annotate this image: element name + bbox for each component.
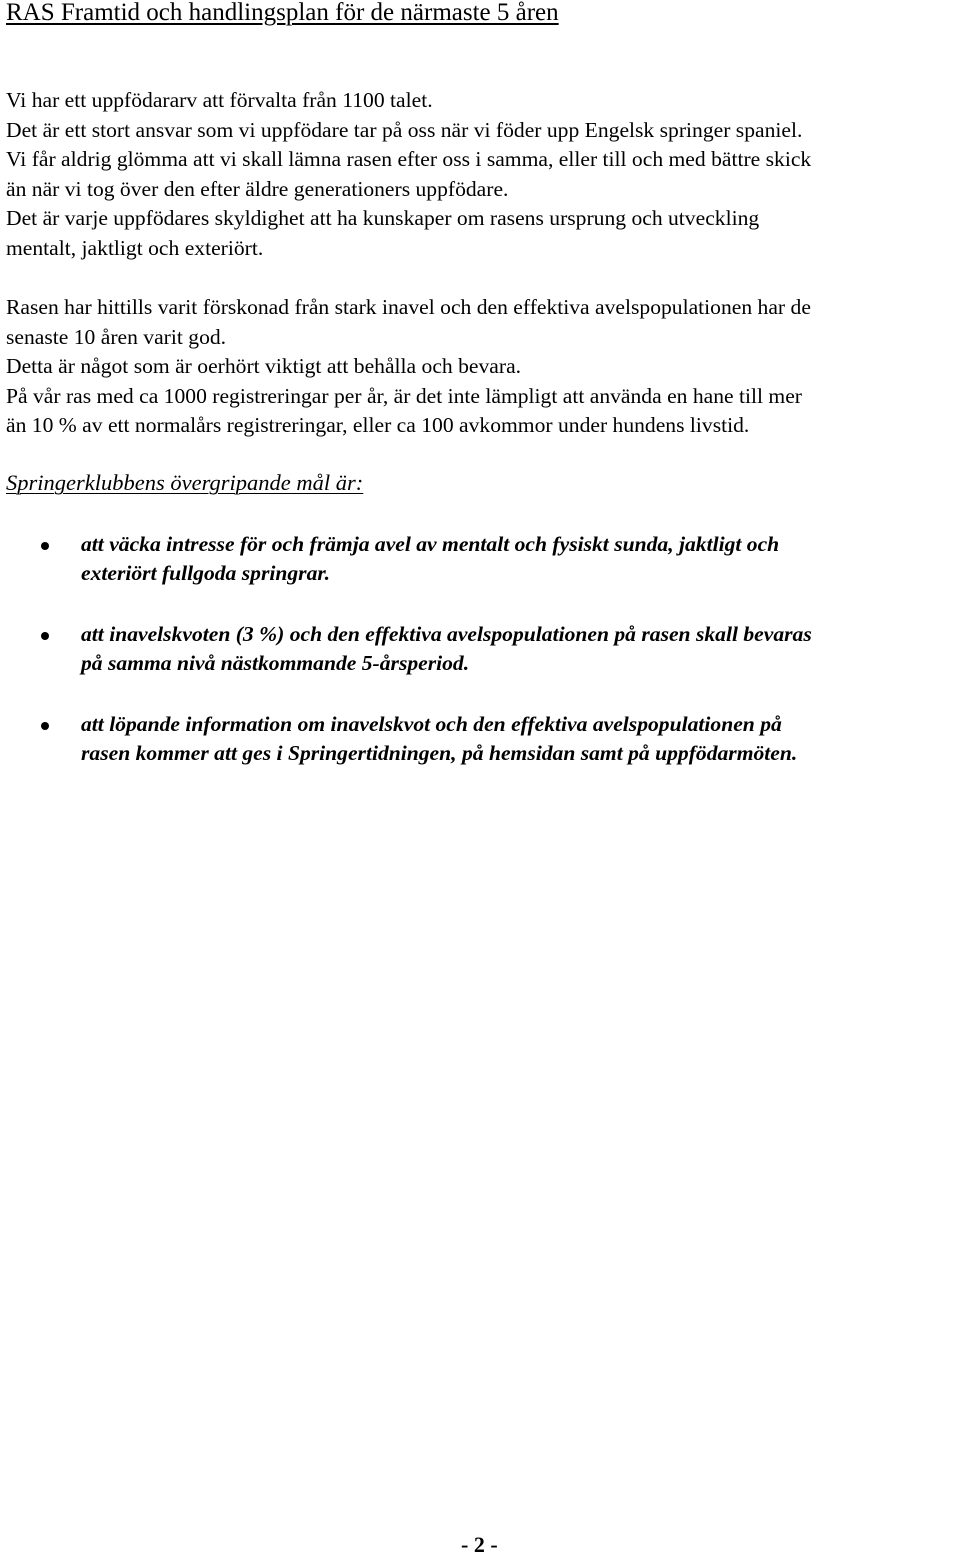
goal-line: rasen kommer att ges i Springertidningen, på hemsidan samt på uppfödarmöten. bbox=[81, 741, 798, 765]
text-line: Vi får aldrig glömma att vi skall lämna rasen efter oss i samma, eller till och med bättre skick bbox=[6, 147, 812, 171]
goal-item bbox=[6, 530, 956, 588]
population-paragraph bbox=[6, 293, 811, 441]
text-line: På vår ras med ca 1000 registreringar per år, är det inte lämpligt att använda en hane till mer bbox=[6, 383, 802, 408]
document-title: RAS Framtid och handlingsplan för de närmaste 5 åren bbox=[6, 0, 559, 26]
goal-line: på samma nivå nästkommande 5-årsperiod. bbox=[81, 651, 470, 675]
goal-line: exteriört fullgoda springrar. bbox=[81, 561, 330, 585]
page-number: - 2 - bbox=[461, 1532, 498, 1557]
goals-heading: Springerklubbens övergripande mål är: bbox=[6, 470, 364, 495]
goal-item bbox=[6, 710, 956, 768]
goal-line: att löpande information om inavelskvot och den effektiva avelspopulationen på bbox=[81, 712, 782, 736]
goals-list bbox=[6, 530, 956, 800]
text-line: senaste 10 åren varit god. bbox=[6, 324, 227, 349]
goal-line: att inavelskvoten (3 %) och den effektiva avelspopulationen på rasen skall bevaras bbox=[81, 622, 812, 646]
text-line: än när vi tog över den efter äldre generationers uppfödare. bbox=[6, 176, 509, 201]
text-line: Det är varje uppfödares skyldighet att ha kunskaper om rasens ursprung och utveckling bbox=[6, 206, 760, 230]
text-line: Detta är något som är oerhört viktigt att behålla och bevara. bbox=[6, 354, 522, 378]
text-line: än 10 % av ett normalårs registreringar, eller ca 100 avkommor under hundens livstid. bbox=[6, 413, 750, 437]
bullet-icon bbox=[41, 542, 49, 550]
text-line: Det är ett stort ansvar som vi uppfödare tar på oss när vi föder upp Engelsk springer spaniel. bbox=[6, 117, 803, 142]
bullet-icon bbox=[41, 632, 49, 640]
text-line: mentalt, jaktligt och exteriört. bbox=[6, 235, 264, 260]
goal-line: att väcka intresse för och främja avel av mentalt och fysiskt sunda, jaktligt och bbox=[81, 532, 780, 556]
text-line: Rasen har hittills varit förskonad från stark inavel och den effektiva avelspopulationen har de bbox=[6, 295, 811, 319]
goal-item bbox=[6, 620, 956, 678]
bullet-icon bbox=[41, 722, 49, 730]
intro-paragraph bbox=[6, 86, 811, 263]
text-line: Vi har ett uppfödararv att förvalta från 1100 talet. bbox=[6, 88, 433, 112]
document-page bbox=[6, 0, 956, 1556]
